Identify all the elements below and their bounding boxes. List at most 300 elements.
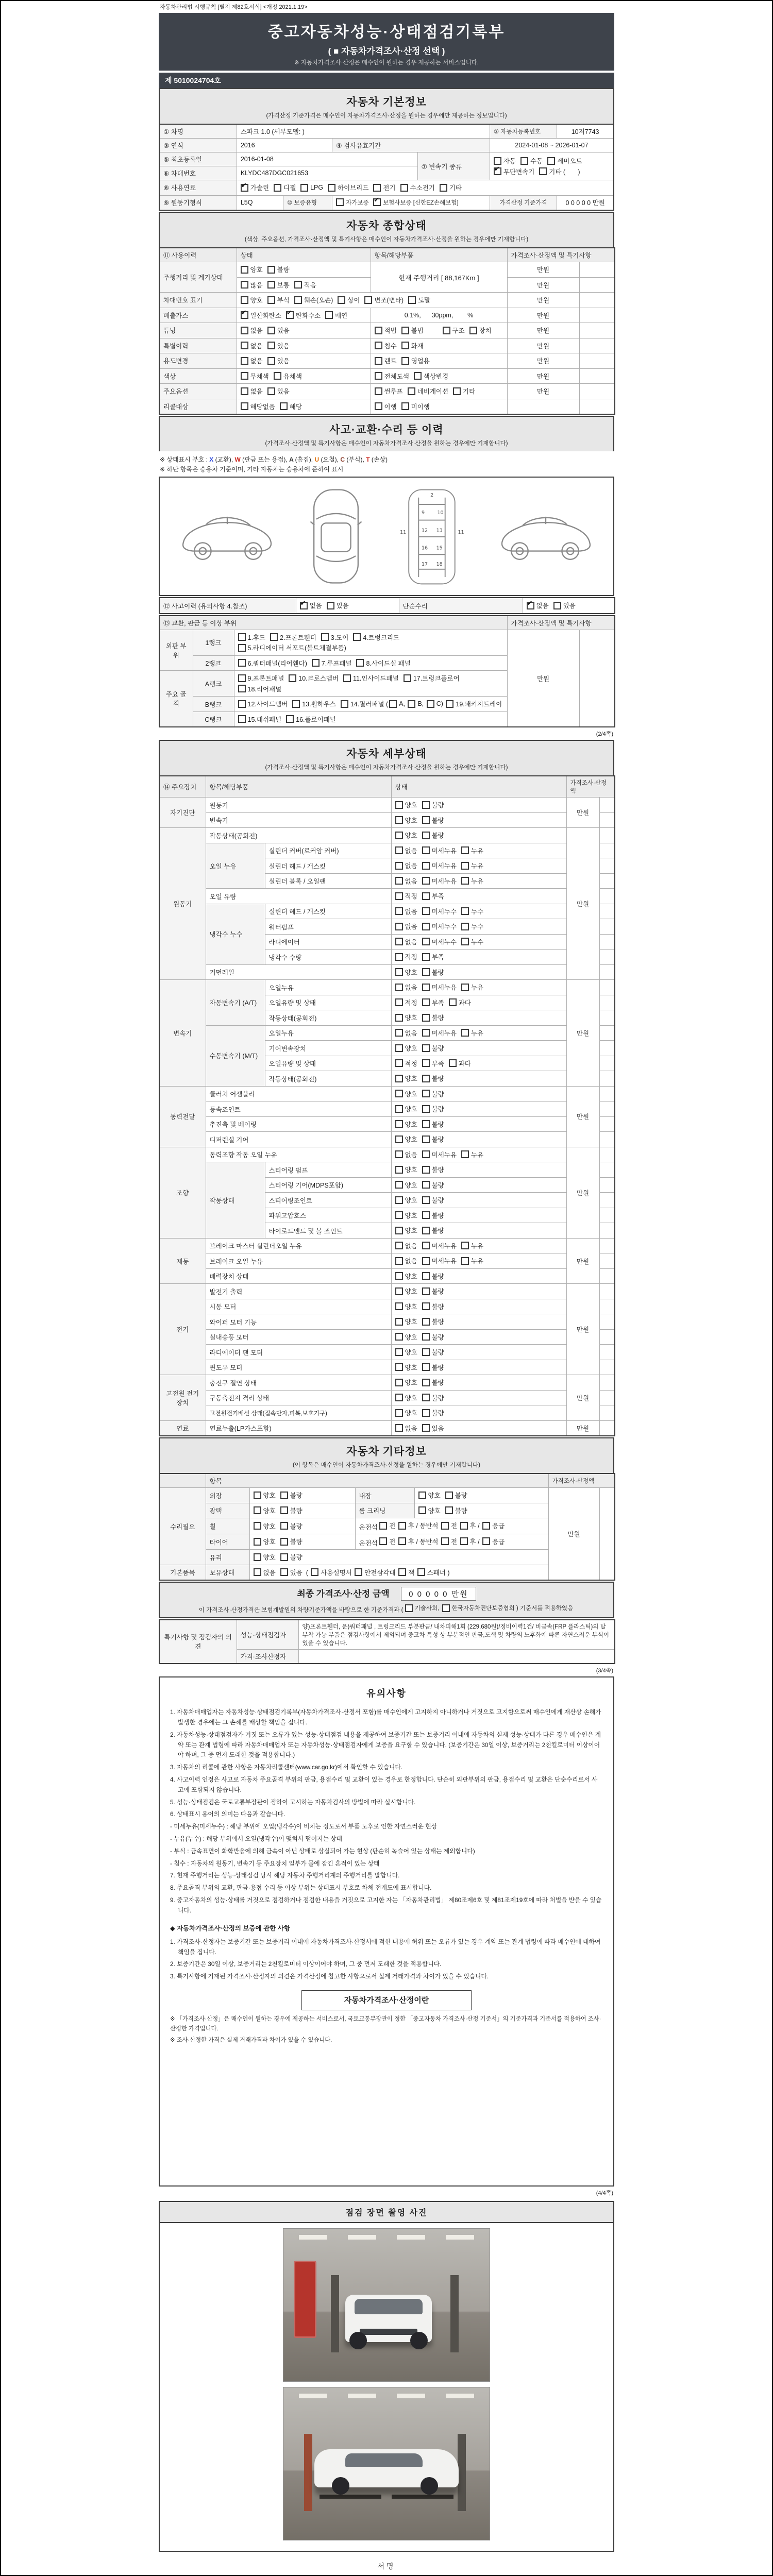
checkbox-option[interactable]: 11.인사이드패널 (343, 673, 402, 683)
label-cell: 보유상태 (206, 1565, 249, 1580)
empty-box-icon (241, 266, 248, 274)
checkbox-option[interactable]: 양호 (395, 1043, 421, 1053)
checkbox-option[interactable]: 부족 (422, 1059, 448, 1068)
checkbox-option[interactable]: 양호 (395, 800, 421, 809)
checkbox-option[interactable]: 후 / (460, 1521, 482, 1530)
checkbox-option[interactable]: 침수 (375, 341, 400, 350)
checkbox-option[interactable]: 불량 (422, 831, 444, 840)
report-title: 중고자동차성능·상태점검기록부 (267, 24, 506, 41)
checkbox-option[interactable]: 있음 (267, 386, 290, 396)
checkbox-option[interactable]: 적정 (395, 998, 421, 1007)
checkbox-option[interactable]: 양호 (254, 1506, 279, 1515)
checkbox-option[interactable]: 미세누유 (422, 1150, 460, 1159)
checkbox-option[interactable]: 7.루프패널 (312, 658, 356, 668)
text-cell: 오일누유 (265, 1025, 391, 1041)
empty-box-icon (422, 1150, 430, 1158)
notice-item: 1. 자동차매매업자는 자동차성능·상태점검기록부(자동차가격조사·산정서 포함)를 매수인에게 고지하지 아니하거나 거짓으로 고지함으로써 매수인에게 재산상 손해가 발생한 경우에는 그 손해를 배상할 책임을 집니다. (170, 1708, 601, 1726)
checkbox-option[interactable]: 후 / 동반석 (398, 1521, 440, 1530)
checkbox-option[interactable]: 디젤 (274, 183, 299, 192)
checkbox-option[interactable]: 불량 (422, 1378, 444, 1387)
checkbox-option[interactable]: 유채색 (274, 371, 302, 381)
checkbox-option[interactable]: 없음 (395, 1028, 421, 1038)
checkbox-option[interactable]: 누수 (461, 937, 483, 946)
checkbox-option[interactable]: 부족 (422, 952, 444, 961)
text-cell (599, 1268, 615, 1284)
checkbox-option[interactable]: 적법 (375, 326, 400, 335)
text-cell (599, 828, 615, 843)
legend-prefix: ※ 상태표시 부호 : (160, 456, 208, 463)
checkbox-option[interactable]: 수동 (520, 156, 546, 165)
checkbox-option[interactable]: 없음 (241, 386, 266, 396)
label-cell: 자동변속기 (A/T) (206, 980, 265, 1026)
text-cell: 작동상태(공회전) (265, 1010, 391, 1026)
checkbox-option[interactable]: ✔ 일산화탄소 (241, 311, 285, 320)
checkbox-option[interactable]: 썬루프 (375, 386, 407, 396)
checkbox-option[interactable]: 양호 (254, 1537, 279, 1546)
checkbox-option[interactable]: 양호 (395, 1195, 421, 1205)
empty-box-icon (355, 1568, 362, 1576)
inspection-photo-section (159, 2201, 614, 2552)
checkbox-option[interactable]: 18.리어패널 (238, 684, 282, 693)
field-cell (391, 1405, 566, 1421)
checkbox-option[interactable]: 양호 (395, 1378, 421, 1387)
checkbox-option[interactable]: 불량 (445, 1490, 467, 1500)
checkbox-option[interactable]: 양호 (254, 1552, 279, 1562)
checkbox-option[interactable]: 누유 (461, 876, 483, 886)
empty-box-icon (445, 1492, 453, 1499)
empty-box-icon (238, 685, 246, 692)
empty-box-icon (461, 862, 469, 870)
checkbox-option[interactable]: 불량 (422, 1043, 444, 1053)
checkbox-option[interactable]: 양호 (395, 1302, 421, 1311)
field-cell (391, 828, 566, 843)
checkbox-option[interactable]: 안전삼각대 (355, 1568, 397, 1577)
checkbox-option[interactable]: 불량 (422, 1013, 444, 1022)
checkbox-option[interactable]: 불량 (422, 816, 444, 825)
checkbox-option[interactable]: 많음 (241, 280, 266, 290)
empty-box-icon (395, 1409, 403, 1417)
checkbox-option[interactable]: 불량 (422, 1302, 444, 1311)
checkbox-option[interactable]: 불량 (422, 800, 444, 809)
checkbox-option[interactable]: 불량 (422, 1089, 444, 1098)
price-guarantee-items (170, 1937, 603, 1982)
checkbox-option[interactable]: 하이브리드 (328, 183, 372, 192)
checkbox-option[interactable]: 양호 (418, 1506, 444, 1515)
text-cell: 타이로드엔드 및 볼 조인트 (265, 1223, 391, 1239)
checkbox-option[interactable]: 양호 (395, 1104, 421, 1113)
notice-items (170, 1707, 603, 1916)
checkbox-option[interactable]: 불량 (422, 1226, 444, 1235)
notice-item: 6. 상태표시 용어의 의미는 다음과 같습니다. (170, 1810, 285, 1818)
checkbox-option[interactable]: 불량 (422, 1393, 444, 1402)
checkbox-option[interactable]: 미세누수 (422, 922, 460, 931)
checkbox-option[interactable]: 불량 (280, 1537, 303, 1546)
checkbox-option[interactable]: 양호 (254, 1521, 279, 1531)
checkbox-option[interactable]: ✔ 없음 (527, 601, 552, 610)
checkbox-option[interactable]: C) (427, 700, 445, 708)
field-cell (249, 1488, 355, 1503)
checkbox-option[interactable]: 불량 (422, 1074, 444, 1083)
text-cell: 등속죠인트 (206, 1101, 391, 1117)
checkbox-option[interactable]: 불량 (422, 1332, 444, 1342)
checkbox-option[interactable]: 미세누유 (422, 861, 460, 870)
page-marker-3: (3/4쪽) (596, 1667, 613, 1674)
checkbox-option[interactable]: 8.사이드실 패널 (356, 658, 410, 668)
empty-box-icon (267, 266, 275, 274)
checkbox-option[interactable]: 양호 (395, 1165, 421, 1174)
checkbox-option[interactable]: 훼손(오손) (294, 295, 337, 304)
checkbox-option[interactable]: 양호 (395, 1272, 421, 1281)
text-cell: 2024-01-08 ~ 2026-01-07 (490, 139, 614, 152)
checkbox-option[interactable]: 13.휠하우스 (292, 699, 340, 708)
checkbox-option[interactable]: 불량 (280, 1521, 303, 1531)
checkbox-option[interactable]: 누수 (461, 907, 483, 916)
checkbox-option[interactable]: 있음 (327, 601, 349, 610)
checkbox-option[interactable]: 4.트렁크리드 (353, 633, 401, 642)
checkbox-option[interactable]: 양호 (241, 265, 266, 274)
empty-box-icon (395, 1379, 403, 1386)
checkbox-option[interactable]: 양호 (395, 1134, 421, 1144)
checkbox-option[interactable]: 1.후드 (238, 633, 270, 642)
legend-mark-U: U (314, 456, 321, 463)
checkbox-option[interactable]: 매연 (325, 311, 347, 320)
checkbox-option[interactable]: 양호 (395, 1332, 421, 1342)
text-cell: 오일 유량 (206, 889, 391, 904)
checkbox-option[interactable]: 있음 ( (280, 1568, 310, 1577)
checkbox-option[interactable]: 2.프론트휀더 (270, 633, 320, 642)
checkbox-option[interactable]: 후 / 동반석 (398, 1537, 440, 1546)
checkbox-option[interactable]: 미세누유 (422, 876, 460, 886)
signature-label: 서명 (377, 2562, 396, 2570)
checkbox-option[interactable]: 없음 (395, 937, 421, 946)
text-cell (599, 1041, 615, 1056)
checkbox-option[interactable]: 전체도색 (375, 371, 413, 381)
empty-box-icon (395, 1075, 403, 1082)
checkbox-option[interactable]: ✔ 가솔린 (241, 183, 273, 192)
checkbox-option[interactable]: 기타 (440, 183, 462, 192)
empty-box-icon (280, 1568, 288, 1576)
checkbox-option[interactable]: 양호 (395, 1393, 421, 1402)
checkbox-option[interactable]: 보통 (267, 280, 293, 290)
text-cell: 가격조사·산정액 (566, 776, 615, 798)
checkbox-option[interactable]: 스패너 ) (417, 1568, 450, 1577)
checkbox-option[interactable]: 변조(변타) (364, 295, 407, 304)
checkbox-option[interactable]: 누유 (461, 1256, 483, 1265)
checkbox-option[interactable]: 16.플로어패널 (286, 715, 336, 724)
text-cell: 작동상태(공회전) (265, 1071, 391, 1087)
text-cell: 만원 (566, 1147, 599, 1238)
price-guarantee-title: ◆ 자동차가격조사·산정의 보증에 관한 사항 (170, 1924, 290, 1932)
checkbox-option[interactable]: 불량 (422, 1408, 444, 1417)
inspection-photo-1 (283, 2228, 490, 2382)
checkbox-option[interactable]: 도말 (408, 295, 430, 304)
empty-box-icon (395, 984, 403, 991)
empty-box-icon (395, 1120, 403, 1128)
checkbox-option[interactable]: 자동 (494, 156, 519, 165)
checkbox-option[interactable]: 불량 (422, 1286, 444, 1296)
checkbox-option[interactable]: 전 (441, 1537, 459, 1546)
checkbox-option[interactable]: 불량 (445, 1506, 467, 1515)
checkbox-option[interactable]: 불량 (422, 1211, 444, 1220)
checkbox-option[interactable]: 구조 (443, 326, 468, 335)
checkbox-option[interactable]: 양호 (395, 1286, 421, 1296)
checkbox-option[interactable]: 불량 (422, 1180, 444, 1190)
checkbox-option[interactable]: ✔ 보험사보증 [신한EZ손해보험] (373, 198, 458, 207)
checkbox-option[interactable]: 양호 (395, 816, 421, 825)
text-cell: 오일유량 및 상태 (265, 995, 391, 1010)
empty-box-icon (375, 342, 382, 349)
checkbox-option[interactable]: 불량 (422, 1195, 444, 1205)
checkbox-option[interactable]: 적정 (395, 1059, 421, 1068)
checkbox-option[interactable]: 없음 (395, 846, 421, 855)
field-cell (391, 1086, 566, 1101)
checkbox-option[interactable]: 양호 (418, 1490, 444, 1500)
checkbox-option[interactable]: 불량 (422, 1120, 444, 1129)
field-cell (249, 1534, 355, 1550)
checkbox-option[interactable]: 불량 (422, 968, 444, 977)
checkbox-option[interactable]: 없음 (395, 1423, 421, 1433)
checkbox-option[interactable]: 미세누유 (422, 846, 460, 855)
legend-mark-label: (교환), (215, 456, 235, 463)
checkbox-option[interactable]: 없음 (241, 341, 266, 350)
checkbox-option[interactable]: 과다 (449, 1059, 471, 1068)
empty-box-icon (461, 1150, 469, 1158)
label-cell: 단순수리 (399, 598, 523, 614)
label-cell: 광택 (206, 1503, 249, 1518)
checkbox-option[interactable]: 누유 (461, 861, 483, 870)
checkbox-option[interactable]: 전기 (373, 183, 399, 192)
checkbox-option[interactable]: 누수 (461, 922, 483, 931)
empty-box-icon (461, 846, 469, 854)
checkbox-option[interactable]: 화재 (401, 341, 424, 350)
checkbox-option[interactable]: 부족 (422, 998, 448, 1007)
checkbox-option[interactable]: 응급 (482, 1521, 505, 1530)
checkbox-option[interactable]: 있음 (267, 341, 290, 350)
checkbox-option[interactable]: 불량 (422, 1363, 444, 1372)
car-damage-diagrams (159, 477, 614, 596)
checkbox-option[interactable]: 양호 (395, 1120, 421, 1129)
label-cell: 주요옵션 (159, 384, 237, 399)
checked-box-icon (286, 311, 294, 319)
checkbox-option[interactable]: 양호 (395, 968, 421, 977)
checkbox-option[interactable]: 양호 (395, 1347, 421, 1357)
checkbox-option[interactable]: 3.도어 (321, 633, 352, 642)
checkbox-option[interactable]: 누유 (461, 1028, 483, 1038)
checkbox-option[interactable]: 없음 (395, 907, 421, 916)
checkbox-option[interactable]: 전 (379, 1521, 397, 1530)
checkbox-option[interactable]: 양호 (395, 1226, 421, 1235)
field-cell (237, 353, 371, 369)
empty-box-icon (238, 659, 246, 667)
checkbox-option[interactable]: 네비게이션 (408, 386, 452, 396)
field-cell (391, 1056, 566, 1071)
checkbox-option[interactable]: 없음 (395, 1150, 421, 1159)
checkbox-option[interactable]: 있음 (267, 326, 290, 335)
checkbox-option[interactable]: 불량 (422, 1134, 444, 1144)
checkbox-option[interactable]: 불량 (280, 1552, 303, 1562)
empty-box-icon (422, 923, 430, 930)
empty-box-icon (373, 184, 381, 192)
checkbox-option[interactable]: 기타 (453, 386, 475, 396)
checkbox-option[interactable]: 적정 (395, 891, 421, 901)
checkbox-option[interactable]: 양호 (395, 1211, 421, 1220)
label-cell: 가격산정 기준가격 (490, 195, 557, 210)
checkbox-option[interactable]: 누유 (461, 982, 483, 992)
checkbox-option[interactable]: 무채색 (241, 371, 273, 381)
checkbox-option[interactable]: 누유 (461, 846, 483, 855)
empty-box-icon (379, 1537, 387, 1545)
checkbox-option[interactable]: 수소전기 (400, 183, 439, 192)
checkbox-option[interactable]: 없음 (395, 922, 421, 931)
text-cell: 라디에이터 팬 모터 (206, 1345, 391, 1360)
label-cell: ⑩ 보증유형 (283, 195, 332, 210)
checkbox-option[interactable]: 양호 (395, 1180, 421, 1190)
checkbox-option[interactable]: 불량 (422, 1347, 444, 1357)
checkbox-option[interactable]: 적음 (294, 280, 316, 290)
checkbox-option[interactable]: 미세누수 (422, 907, 460, 916)
empty-box-icon (422, 1136, 430, 1143)
checkbox-option[interactable]: 미세누수 (422, 937, 460, 946)
checkbox-option[interactable]: 없음 (395, 982, 421, 992)
checkbox-option[interactable]: 14.필러패널 ( (341, 699, 388, 708)
checkbox-option[interactable]: 부식 (267, 295, 293, 304)
checkbox-option[interactable]: 누유 (461, 1241, 483, 1250)
checkbox-option[interactable]: 불량 (267, 265, 290, 274)
checkbox-option[interactable]: 12.사이드멤버 (238, 699, 292, 708)
checkbox-option[interactable]: 기타 ( ) (539, 167, 580, 176)
notice-item: - 침수 : 자동차의 원동기, 변속기 등 주요장치 일부가 물에 잠긴 흔적이 있는 상태 (170, 1859, 380, 1867)
checkbox-option[interactable]: 불량 (280, 1506, 303, 1515)
checkbox-option[interactable]: 미이행 (401, 402, 430, 411)
empty-box-icon (280, 1538, 288, 1546)
checkbox-option[interactable]: 미세누유 (422, 1028, 460, 1038)
label-cell: 수리필요 (159, 1488, 206, 1565)
svg-text:11: 11 (400, 530, 407, 536)
text-cell: 실린더 블록 / 오일팬 (265, 873, 391, 889)
checkbox-option[interactable]: 불량 (422, 1165, 444, 1174)
checkbox-option[interactable]: 잭 (398, 1568, 416, 1577)
checkbox-option[interactable]: 부족 (422, 891, 444, 901)
checkbox-option[interactable]: 17.트렁크플로어 (404, 673, 461, 683)
checkbox-option[interactable]: 양호 (395, 1408, 421, 1417)
checkbox-option[interactable]: 사용설명서 (311, 1568, 354, 1577)
checkbox-option[interactable]: 해당 (280, 402, 302, 411)
checkbox-option[interactable]: 양호 (241, 295, 266, 304)
lift-post (450, 2275, 459, 2352)
empty-box-icon (395, 1227, 403, 1234)
checkbox-option[interactable]: A, (389, 700, 407, 708)
checkbox-option[interactable]: ✔ 없음 (300, 601, 326, 610)
checkbox-option[interactable]: ✔ 탄화수소 (286, 311, 324, 320)
checkbox-option[interactable]: 응급 (482, 1537, 505, 1546)
checkbox-option[interactable]: 양호 (395, 1074, 421, 1083)
checkbox-option[interactable]: 19.패키지트레이 (446, 699, 502, 708)
empty-box-icon (422, 1363, 430, 1371)
checkbox-option[interactable]: 장치 (469, 326, 492, 335)
label-cell: 특별이력 (159, 338, 237, 353)
empty-box-icon (321, 633, 329, 641)
empty-box-icon (422, 1227, 430, 1234)
checkbox-option[interactable]: 양호 (395, 1089, 421, 1098)
checkbox-option[interactable]: 양호 (395, 1013, 421, 1022)
checkbox-option[interactable]: 누유 (461, 1150, 483, 1159)
checkbox-option[interactable]: 미세누유 (422, 1241, 460, 1250)
checkbox-option[interactable]: B, (408, 700, 425, 708)
empty-box-icon (325, 311, 333, 319)
checkbox-option[interactable]: 15.대쉬패널 (238, 715, 285, 724)
empty-box-icon (254, 1506, 261, 1514)
checkbox-option[interactable]: 불량 (422, 1317, 444, 1326)
checkbox-option[interactable]: ✔ 무단변속기 (494, 167, 538, 176)
checkbox-option[interactable]: 없음 (395, 876, 421, 886)
empty-box-icon (395, 1150, 403, 1158)
checkbox-option[interactable]: 렌트 (375, 356, 400, 365)
notice-item: 8. 주요골격 부위의 교환, 판금·용접 수리 등 이상 부위는 상태표시 부호로 차체 전개도에 표시합니다. (170, 1884, 432, 1892)
notice-item: 2. 보증기간은 30일 이상, 보증거리는 2천킬로미터 이상이어야 하며, 그 중 먼저 도래한 것을 적용합니다. (170, 1960, 442, 1968)
checkbox-option[interactable]: 과다 (449, 998, 471, 1007)
checkbox-option[interactable]: 없음 (241, 326, 266, 335)
checkbox-option[interactable]: 양호 (254, 1490, 279, 1500)
checkbox-option[interactable]: 양호 (395, 831, 421, 840)
field-cell (237, 293, 507, 308)
checkbox-option[interactable]: 10.크로스멤버 (289, 673, 342, 683)
checkbox-option[interactable]: 불량 (422, 1272, 444, 1281)
checkbox-option[interactable]: 양호 (395, 1317, 421, 1326)
checkbox-option[interactable]: 없음 (395, 861, 421, 870)
checkbox-option[interactable]: 불량 (422, 1104, 444, 1113)
checkbox-option[interactable]: 없음 (395, 1241, 421, 1250)
checkbox-option[interactable]: 해당없음 (241, 402, 279, 411)
checkbox-option[interactable]: 색상변경 (414, 371, 448, 381)
text-cell: 만원 (566, 798, 599, 828)
text-cell (599, 1223, 615, 1239)
checkbox-option[interactable]: 6.쿼터패널(리어휀다) (238, 658, 311, 668)
checkbox-option[interactable]: 있음 (267, 356, 290, 365)
checkbox-option[interactable]: 있음 (422, 1423, 444, 1433)
checkbox-option[interactable]: 없음 (395, 1256, 421, 1265)
checkbox-option[interactable]: 자가보증 (336, 198, 372, 207)
checkbox-option[interactable]: LPG (300, 184, 327, 192)
field-cell (249, 1565, 548, 1580)
checkbox-option[interactable]: 한국자동차진단보증협회 ) 기준서를 적용하였음 (442, 1604, 574, 1612)
checked-box-icon (241, 311, 248, 319)
section-etc-title: 자동차 기타정보 (346, 1446, 427, 1458)
checkbox-option[interactable]: 후 / (460, 1537, 482, 1546)
checkbox-option[interactable]: 전 (379, 1537, 397, 1546)
checkbox-option[interactable]: 없음 (241, 356, 266, 365)
checkbox-option[interactable]: 미세누유 (422, 1256, 460, 1265)
checkbox-option[interactable]: 9.프론트패널 (238, 673, 288, 683)
checkbox-option[interactable]: 전 (441, 1521, 459, 1530)
checkbox-option[interactable]: 세미오토 (547, 156, 584, 165)
text-cell: 원동기 (206, 798, 391, 813)
field-cell (391, 934, 566, 950)
checkbox-option[interactable]: 불량 (280, 1490, 303, 1500)
checkbox-option[interactable]: 영업용 (401, 356, 430, 365)
checkbox-option[interactable]: 이행 (375, 402, 400, 411)
checkbox-option[interactable]: 기술사회, (405, 1604, 441, 1612)
checkbox-option[interactable]: 상이 (338, 295, 363, 304)
checkbox-option[interactable]: 5.라디에이터 서포트(볼트체결부품) (238, 643, 346, 652)
checkbox-option[interactable]: 적정 (395, 952, 421, 961)
checkbox-option[interactable]: 불법 (401, 326, 442, 335)
checkbox-option[interactable]: 있음 (553, 601, 576, 610)
checkbox-option[interactable]: 없음 (254, 1568, 279, 1577)
checkbox-option[interactable]: 양호 (395, 1363, 421, 1372)
field-cell (391, 1041, 566, 1056)
empty-box-icon (418, 1506, 426, 1514)
checkbox-option[interactable]: 미세누유 (422, 982, 460, 992)
